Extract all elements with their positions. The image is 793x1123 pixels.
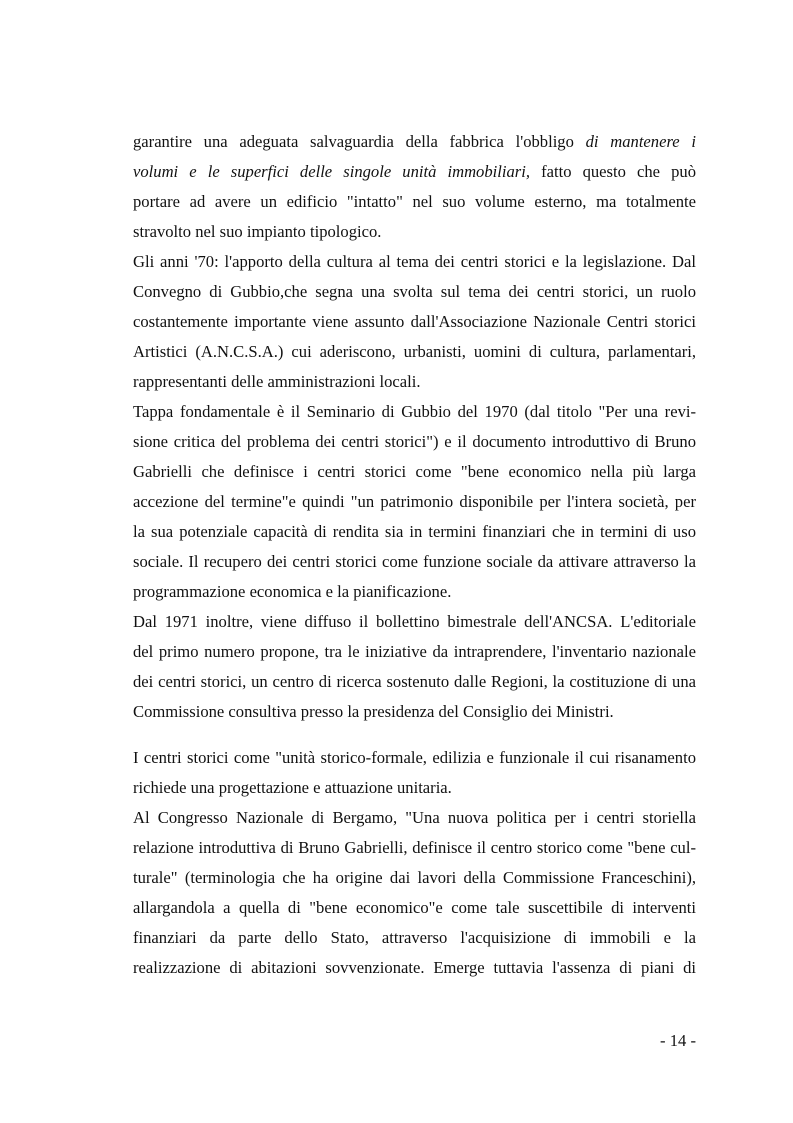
text-run: dei centri storici, un centro di ricerca sostenuto dalle Regioni, la costituzione di una: [133, 672, 696, 691]
text-line: [133, 582, 696, 602]
text-run: Al Congresso Nazionale di Bergamo, "Una nuova politica per i centri storiella: [133, 808, 696, 827]
text-line: [133, 838, 696, 858]
text-run: garantire una adeguata salvaguardia della fabbrica l'obbligo: [133, 132, 586, 151]
text-line: [133, 612, 696, 632]
text-run: allargandola a quella di "bene economico"e come tale suscettibile di interventi: [133, 898, 696, 917]
text-line: [133, 402, 696, 422]
text-line: [133, 702, 696, 722]
text-run: stravolto nel suo impianto tipologico.: [133, 222, 382, 241]
text-run: la sua potenziale capacità di rendita sia in termini finanziari che in termini di uso: [133, 522, 696, 541]
text-line: [133, 372, 696, 392]
text-line: [133, 462, 696, 482]
text-run: del primo numero propone, tra le iniziative da intraprendere, l'inventario nazionale: [133, 642, 696, 661]
text-line: [133, 808, 696, 828]
text-run: rappresentanti delle amministrazioni locali.: [133, 372, 421, 391]
text-run: Gli anni '70: l'apporto della cultura al tema dei centri storici e la legislazione. Dal: [133, 252, 696, 271]
text-run: relazione introduttiva di Bruno Gabrielli, definisce il centro storico come "bene cul-: [133, 838, 696, 857]
text-run: turale" (terminologia che ha origine dai lavori della Commissione Franceschini),: [133, 868, 696, 887]
text-run: Commissione consultiva presso la presidenza del Consiglio dei Ministri.: [133, 702, 614, 721]
text-line: [133, 642, 696, 662]
text-line: [133, 312, 696, 332]
text-run: richiede una progettazione e attuazione unitaria.: [133, 778, 452, 797]
text-line: [133, 432, 696, 452]
text-line: [133, 162, 696, 182]
text-line: [133, 552, 696, 572]
text-run: costantemente importante viene assunto dall'Associazione Nazionale Centri storici: [133, 312, 696, 331]
italic-text: volumi e le superfici delle singole unità immobiliari,: [133, 162, 530, 181]
text-run: fatto questo che può: [530, 162, 696, 181]
page-number: - 14 -: [660, 1031, 696, 1050]
text-run: finanziari da parte dello Stato, attraverso l'acquisizione di immobili e la: [133, 928, 696, 947]
text-run: Artistici (A.N.C.S.A.) cui aderiscono, urbanisti, uomini di cultura, parlamentari,: [133, 342, 696, 361]
text-run: sociale. Il recupero dei centri storici come funzione sociale da attivare attraverso la: [133, 552, 696, 571]
text-run: realizzazione di abitazioni sovvenzionate. Emerge tuttavia l'assenza di piani di: [133, 958, 696, 977]
text-line: [133, 958, 696, 978]
text-line: [133, 778, 696, 798]
text-line: [133, 928, 696, 948]
text-line: [133, 252, 696, 272]
text-line: [133, 748, 696, 768]
text-line: [133, 522, 696, 542]
text-line: [133, 672, 696, 692]
italic-text: di mantenere i: [585, 132, 696, 151]
text-run: Convegno di Gubbio,che segna una svolta sul tema dei centri storici, un ruolo: [133, 282, 696, 301]
text-run: Dal 1971 inoltre, viene diffuso il bollettino bimestrale dell'ANCSA. L'editoriale: [133, 612, 696, 631]
text-line: [133, 222, 696, 242]
text-run: I centri storici come "unità storico-formale, edilizia e funzionale il cui risanamento: [133, 748, 696, 767]
text-run: accezione del termine"e quindi "un patrimonio disponibile per l'intera società, per: [133, 492, 696, 511]
text-line: [133, 132, 696, 152]
text-run: Gabrielli che definisce i centri storici come "bene economico nella più larga: [133, 462, 696, 481]
text-line: [133, 282, 696, 302]
text-run: portare ad avere un edificio "intatto" nel suo volume esterno, ma totalmente: [133, 192, 696, 211]
text-run: Tappa fondamentale è il Seminario di Gubbio del 1970 (dal titolo "Per una revi-: [133, 402, 696, 421]
text-line: [133, 868, 696, 888]
text-line: [133, 192, 696, 212]
text-line: [133, 898, 696, 918]
text-run: programmazione economica e la pianificazione.: [133, 582, 452, 601]
text-run: sione critica del problema dei centri storici") e il documento introduttivo di Bruno: [133, 432, 696, 451]
text-line: [133, 492, 696, 512]
text-line: [133, 342, 696, 362]
